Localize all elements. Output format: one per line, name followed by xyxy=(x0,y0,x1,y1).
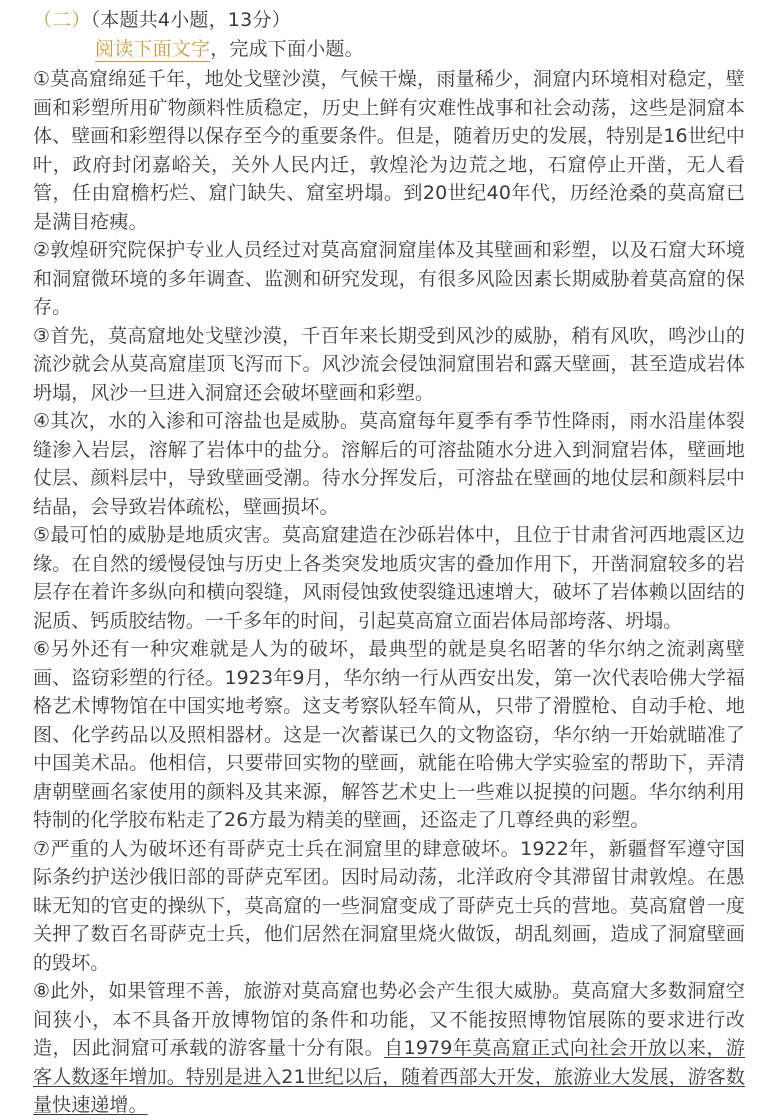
paragraph-8-underlined: 自1979年莫高窟正式向社会开放以来，游客人数逐年增加。特别是进入21世纪以后，随着西部大开发，旅游业大发展，游客数量快速递增。 xyxy=(33,1037,745,1116)
section-marker: （二） xyxy=(33,9,91,31)
paragraph-8 xyxy=(33,977,745,1120)
paragraph-2: ②敦煌研究院保护专业人员经过对莫高窟洞窟崖体及其壁画和彩塑，以及石窟大环境和洞窟微环境的多年调查、监测和研究发现，有很多风险因素长期威胁着莫高窟的保存。 xyxy=(33,239,745,318)
paragraph-6: ⑥另外还有一种灾难就是人为的破坏，最典型的就是臭名昭著的华尔纳之流剥离壁画、盗窃彩塑的行径。1923年9月，华尔纳一行从西安出发，第一次代表哈佛大学福格艺术博物馆在中国实地考察。这支考察队轻车简从，只带了滑膛枪、自动手枪、地图、化学药品以及照相器材。这是一次蓄谋已久的文物盗窃，华尔纳一开始就瞄准了中国美术品。他相信，只要带回实物的壁画，就能在哈佛大学实验室的帮助下，弄清唐朝壁画名家使用的颜料及其来源，解答艺术史上一些难以捉摸的问题。华尔纳利用特制的化学胶布粘走了26方最为精美的壁画，还盗走了几尊经典的彩塑。 xyxy=(33,638,745,831)
paragraph-5: ⑤最可怕的威胁是地质灾害。莫高窟建造在沙砾岩体中，且位于甘肃省河西地震区边缘。在自然的缓慢侵蚀与历史上各类突发地质灾害的叠加作用下，开凿洞窟较多的岩层存在着许多纵向和横向裂缝，风雨侵蚀致使裂缝迅速增大，破坏了岩体赖以固结的泥质、钙质胶结物。一千多年的时间，引起莫高窟立面岩体局部垮落、坍塌。 xyxy=(33,524,745,632)
reading-prompt-rest: ，完成下面小题。 xyxy=(210,37,364,60)
section-meta: （本题共4小题，13分） xyxy=(90,9,291,31)
paragraph-4: ④其次，水的入渗和可溶盐也是威胁。莫高窟每年夏季有季节性降雨，雨水沿崖体裂缝渗入岩层，溶解了岩体中的盐分。溶解后的可溶盐随水分进入到洞窟岩体，壁画地仗层、颜料层中，导致壁画受潮。待水分挥发后，可溶盐在壁画的地仗层和颜料层中结晶，会导致岩体疏松，壁画损坏。 xyxy=(33,410,745,518)
reading-prompt-link[interactable]: 阅读下面文字 xyxy=(95,37,211,60)
paragraph-1: ①莫高窟绵延千年，地处戈壁沙漠，气候干燥，雨量稀少，洞窟内环境相对稳定，壁画和彩塑所用矿物颜料性质稳定，历史上鲜有灾难性战事和社会动荡，这些是洞窟本体、壁画和彩塑得以保存至今的重要条件。但是，随着历史的发展，特别是16世纪中叶，政府封闭嘉峪关，关外人民内迁，敦煌沦为边荒之地，石窟停止开凿，无人看管，任由窟檐朽烂、窟门缺失、窟室坍塌。到20世纪40年代，历经沧桑的莫高窟已是满目疮痍。 xyxy=(33,68,745,233)
paragraph-3: ③首先，莫高窟地处戈壁沙漠，千百年来长期受到风沙的威胁，稍有风吹，鸣沙山的流沙就会从莫高窟崖顶飞泻而下。风沙流会侵蚀洞窟围岩和露天壁画，甚至造成岩体坍塌，风沙一旦进入洞窟还会破坏壁画和彩塑。 xyxy=(33,324,745,404)
section-heading xyxy=(33,6,745,35)
instruction-line xyxy=(33,35,745,64)
paragraph-7: ⑦严重的人为破坏还有哥萨克士兵在洞窟里的肆意破坏。1922年，新疆督军遵守国际条约护送沙俄旧部的哥萨克军团。因时局动荡，北洋政府令其滞留甘肃敦煌。在愚昧无知的官吏的操纵下，莫高窟的一些洞窟变成了哥萨克士兵的营地。莫高窟曾一度关押了数百名哥萨克士兵，他们居然在洞窟里烧火做饭，胡乱刻画，造成了洞窟壁画的毁坏。 xyxy=(33,837,745,974)
article-body xyxy=(33,65,745,1120)
paragraph-8-plain: ⑧此外，如果管理不善，旅游对莫高窟也势必会产生很大威胁。莫高窟大多数洞窟空间狭小，本不具备开放博物馆的条件和功能，又不能按照博物馆展陈的要求进行改造，因此洞窟可承载的游客量十分有限。 xyxy=(33,980,745,1059)
